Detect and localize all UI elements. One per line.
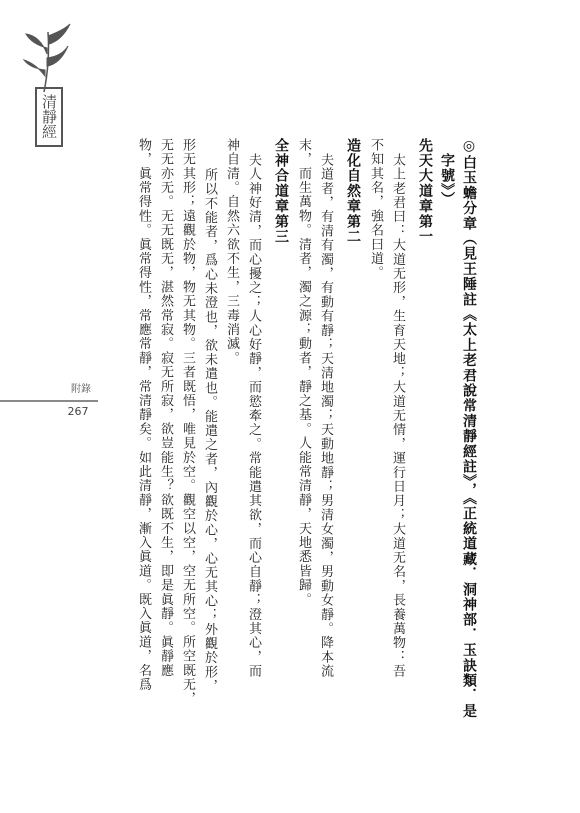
vertical-text-body [132,138,480,778]
book-logo [18,22,78,147]
paragraph-4-line-3: 无无亦无。无无既无，湛然常寂。寂无所寂，欲豈能生？欲既不生，即是眞靜。眞靜應 [158,138,173,678]
leaf-branch-icon [24,24,70,92]
footer-rule [0,400,98,402]
source-title-continued: 字號》） [439,153,455,207]
source-title: ◎白玉蟾分章（見王陲註《太上老君說常清靜經註》，《正統道藏．洞神部．玉訣類．是 [461,138,477,719]
paragraph-3-line-1: 夫人神好清，而心擾之；人心好靜，而慾牽之。常能遣其欲，而心自靜；澄其心，而 [246,153,261,679]
paragraph-1-line-1: 太上老君曰：大道无形，生育天地；大道无情，運行日月；大道无名，長養萬物：吾 [390,153,405,679]
footer-section-label: 附錄 [71,384,91,395]
chapter-heading-1: 先天大道章第一 [417,138,433,245]
chapter-heading-2: 造化自然章第二 [345,138,361,245]
page-number: 267 [67,405,89,418]
paragraph-4-line-2: 形无其形；遠觀於物，物无其物。三者既悟，唯見於空。觀空以空，空无所空。所空既无， [180,138,195,706]
paragraph-3-line-2: 神自清。自然六欲不生，三毒消滅。 [224,138,239,366]
paragraph-4-line-4: 物，眞常得性。眞常得性，常應常靜，常清靜矣。如此清靜，漸入眞道。既入眞道，名爲 [136,138,151,692]
logo-text: 清靜經 [40,94,58,139]
paragraph-2-line-1: 夫道者，有清有濁，有動有靜；天清地濁；天動地靜；男清女濁，男動女靜。降本流 [318,153,333,679]
chapter-heading-3: 全神合道章第三 [273,138,289,245]
paragraph-1-line-2: 不知其名，強名曰道。 [368,138,383,280]
paragraph-2-line-2: 末，而生萬物。清者，濁之源；動者，靜之基。人能常清靜，天地悉皆歸。 [296,138,311,607]
paragraph-4-line-1: 所以不能者，爲心未澄也，欲未遣也。能遣之者，內觀於心，心无其心；外觀於形， [202,168,217,694]
